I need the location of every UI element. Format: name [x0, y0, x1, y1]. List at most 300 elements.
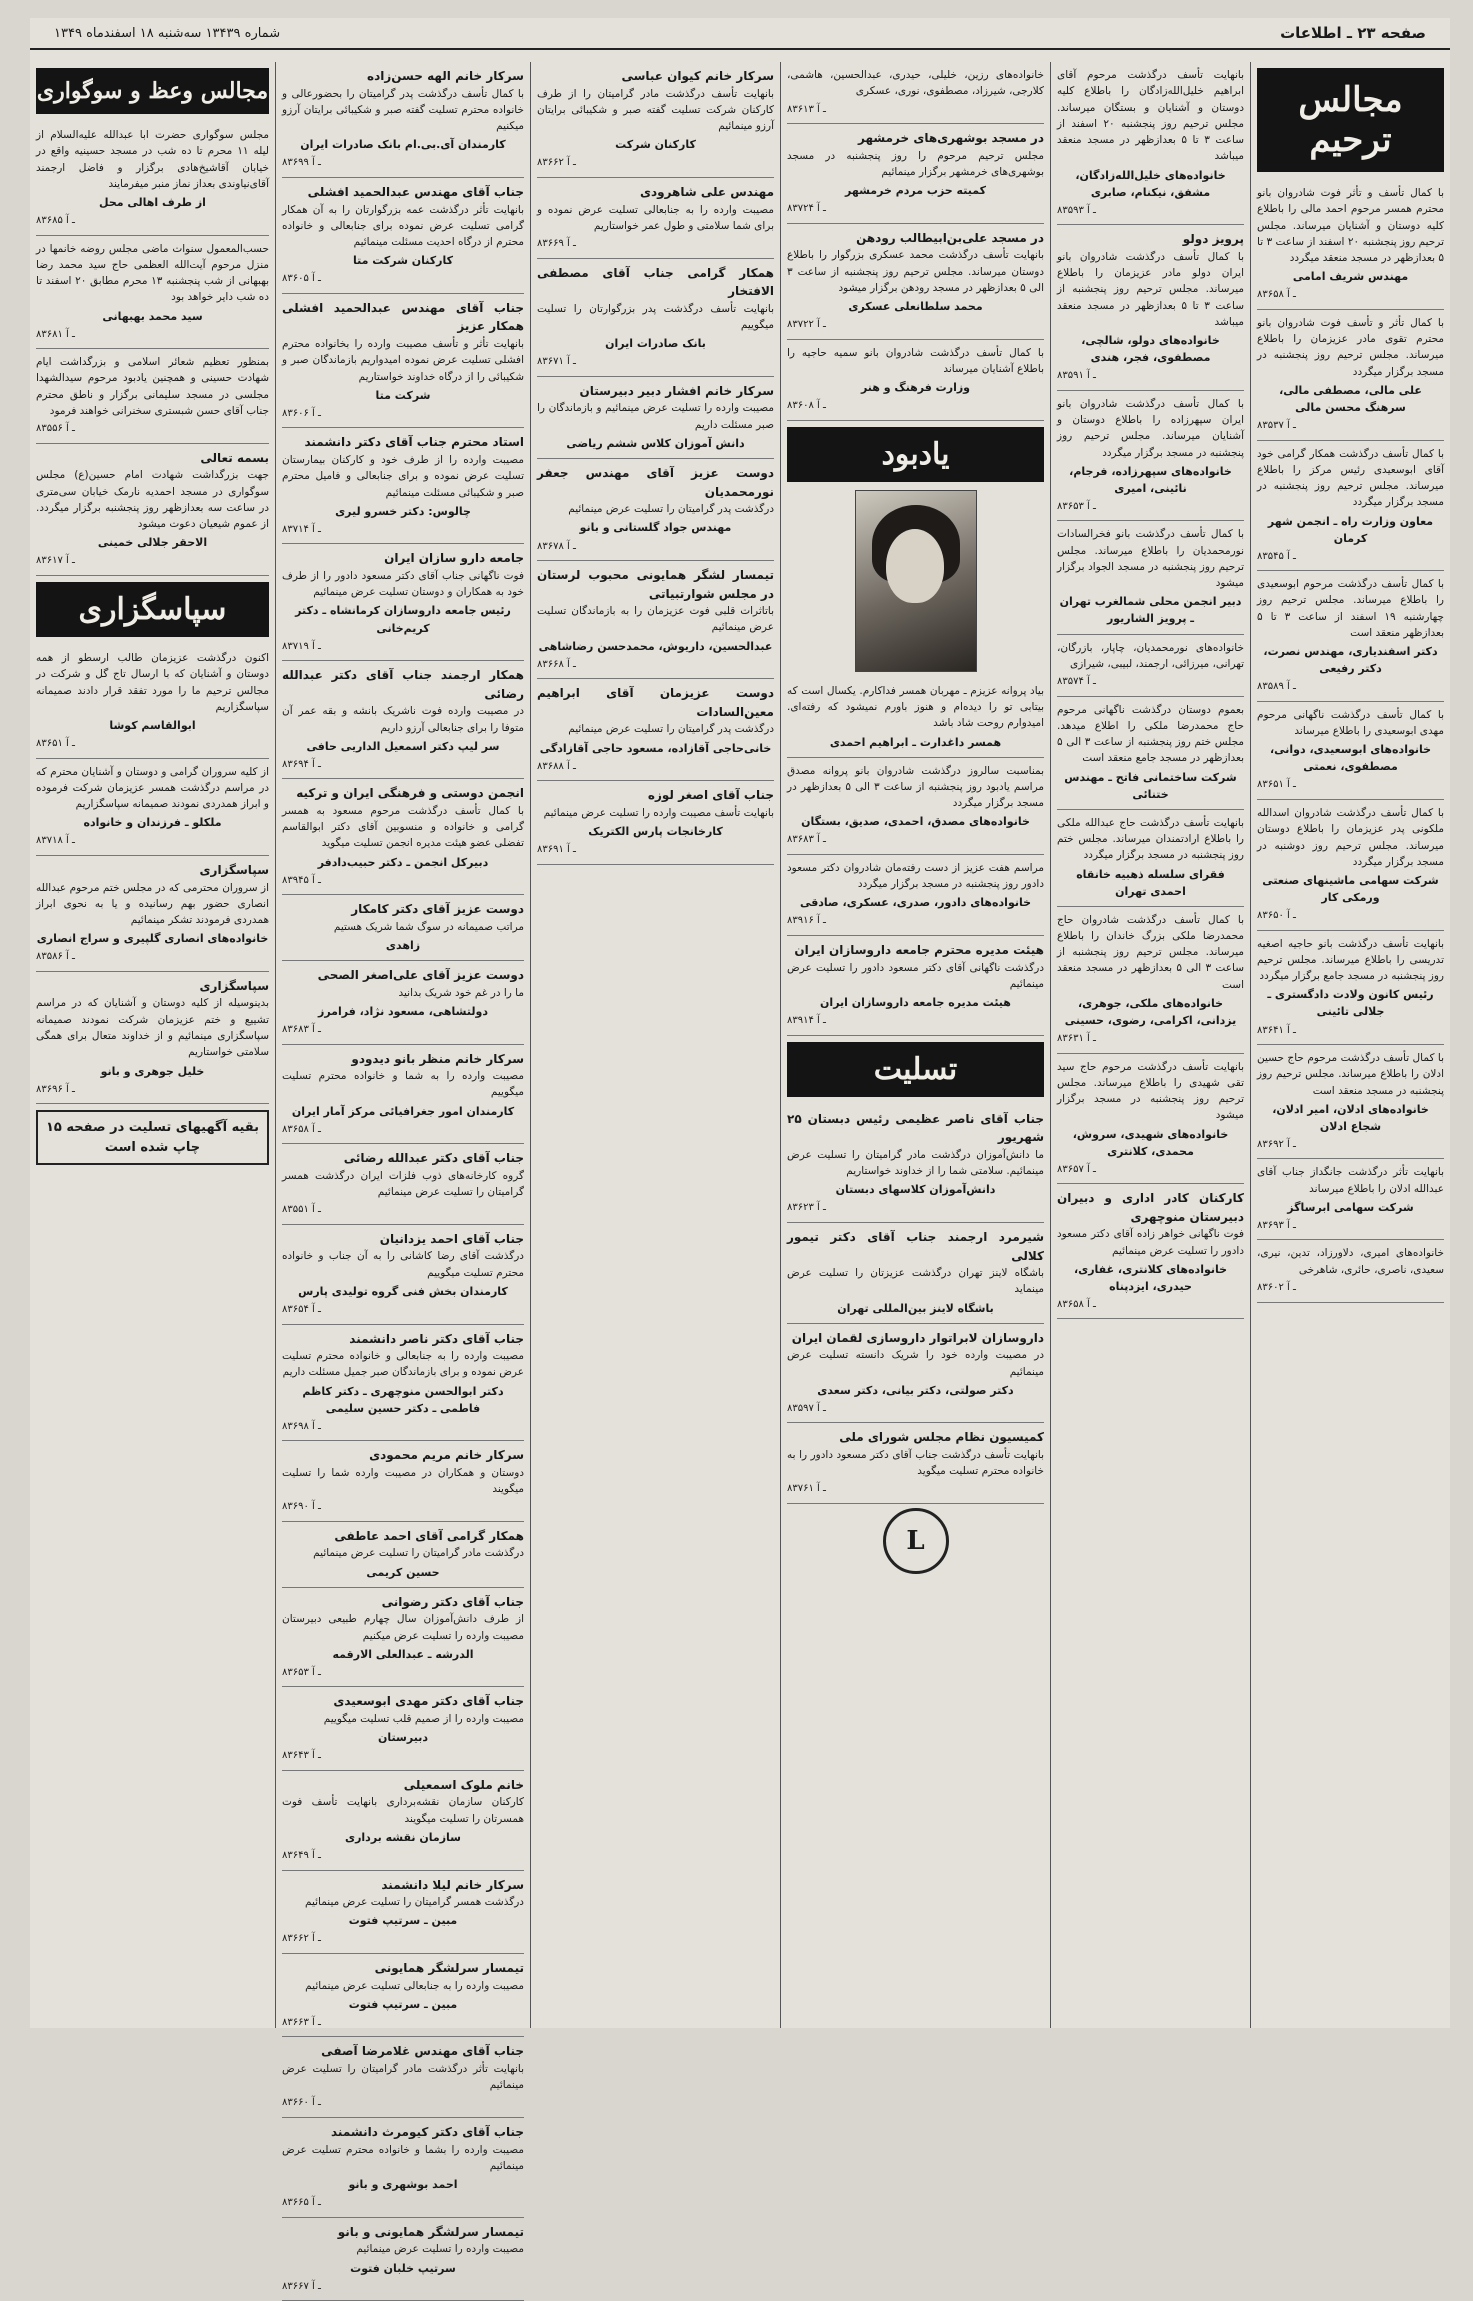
- notice-body: خانواده‌های رزین، خلیلی، حیدری، عبدالحسین، هاشمی، کلارجی، شیرزاد، مصطفوی، نوری، عسکری: [787, 69, 1044, 98]
- notice-item: [282, 1225, 524, 1325]
- notice-body: بانهایت تأسف درگذشت مرحوم آقای ابراهیم خلیل‌الله‌زادگان را باطلاع کلیه دوستان و آشنایان و بستگان میرساند. مجلس ترحیم روز پنجشنبه ۲۰ اسفند از ساعت ۳ تا ۵ بعدازظهر در مسجد منعقد میباشد: [1057, 69, 1244, 163]
- notice-item: [787, 936, 1044, 1036]
- notice-signature: کارکنان شرکت متا: [352, 254, 454, 268]
- notice-item: [1257, 571, 1444, 702]
- notice-title: دوست عزیزمان آقای ابراهیم معین‌السادات: [537, 686, 774, 719]
- notice-title: تیمسار سرلشگر همایونی و بانو: [337, 2224, 524, 2239]
- notice-signature: شرکت متا: [375, 388, 431, 402]
- notice-signature: دانش‌آموزان کلاسهای دبستان: [835, 1183, 996, 1197]
- notice-title: سرکار خانم کیوان عباسی: [621, 69, 774, 83]
- notice-body: با کمال تأسف درگذشت پدر گرامیتان را بحضورعالی و خانواده محترم تسلیت گفته صبر و شکیبائی برایتان آرزو میکنیم: [282, 87, 524, 133]
- issue-date-label: شماره ۱۳۴۳۹ سه‌شنبه ۱۸ اسفندماه ۱۳۴۹: [54, 25, 281, 41]
- notice-code: ۸۳۶۵۳ ـ آ: [1057, 500, 1096, 512]
- notice-item: [537, 459, 774, 561]
- banner-tarhim: مجالس ترحیم: [1257, 68, 1444, 172]
- notice-title: سرکار خانم مریم محمودی: [369, 1448, 524, 1463]
- notice-code: ۸۳۶۵۳ ـ آ: [282, 1666, 321, 1678]
- notice-title: مهندس علی شاهرودی: [639, 184, 774, 199]
- notice-body: بانهایت تأسف درگذشت جناب آقای دکتر مسعود دادور را به خانواده محترم تسلیت میگوید: [787, 1448, 1044, 1478]
- notice-item: [282, 1588, 524, 1688]
- notice-code: ۸۳۶۷۱ ـ آ: [537, 356, 576, 368]
- notice-body: مصیبت وارده را بشما و خانواده محترم تسلیت عرض مینمائیم: [282, 2143, 524, 2172]
- portrait-photo: [855, 490, 977, 672]
- notice-body: با کمال تأسف درگذشت مرحوم ابوسعیدی را باطلاع میرساند. مجلس ترحیم روز چهارشنبه ۱۹ اسفند از ساعت ۳ تا ۵ بعدازظهر منعقد است: [1257, 578, 1445, 639]
- notice-signature: خانواده‌های ادلان، امیر ادلان، شجاع ادلان: [1272, 1102, 1429, 1133]
- notice-code: ۸۳۶۰۵ ـ آ: [282, 273, 321, 285]
- notice-signature: سر لیپ دکتر اسمعیل الداریی حافی: [306, 739, 500, 753]
- notice-signature: کمیته حزب مردم خرمشهر: [845, 184, 986, 198]
- notice-code: ۸۳۶۶۵ ـ آ: [282, 2197, 321, 2209]
- notice-signature: معاون وزارت راه ـ انجمن شهر کرمان: [1267, 514, 1434, 545]
- notice-item: [1257, 931, 1444, 1045]
- notice-item: [282, 2118, 524, 2218]
- notice-item: [36, 444, 269, 576]
- notice-body: بانهایت تأسف درگذشت محمد عسکری بزرگوار را باطلاع دوستان میرساند. مجلس ترحیم روز پنجشنبه از ساعت ۳ الی ۵ بعدازظهر در مسجد رودهن برگزار میشود: [787, 249, 1044, 294]
- notice-body: با کمال تأسف درگذشت شادروان بانو سمیه حاجیه را باطلاع آشنایان میرساند: [787, 346, 1044, 375]
- notice-signature: حسین کریمی: [366, 1565, 440, 1579]
- notice-title: جناب آقای مهندس عبدالحمید افشلی همکار عزیز: [282, 300, 524, 334]
- notice-signature: کارکنان شرکت: [615, 138, 696, 152]
- notice-title: استاد محترم جناب آقای دکتر دانشمند: [304, 435, 524, 450]
- notice-signature: دبیر انجمن محلی شمالغرب تهران ـ پرویز الشاریور: [1059, 595, 1242, 626]
- notice-item: [282, 1687, 524, 1770]
- notice-item: [1257, 1045, 1444, 1159]
- notice-signature: دولتشاهی، مسعود نژاد، فرامرز: [318, 1005, 488, 1019]
- notice-code: ۸۳۵۹۱ ـ آ: [1057, 370, 1096, 382]
- notice-body: با کمال تأسف درگذشت بانو فخرالسادات نورمحمدیان را باطلاع میرساند. مجلس ترحیم روز پنجشنبه در مسجد الجواد برگزار میشود: [1057, 528, 1244, 590]
- notice-body: مصیبت وارده را به شما و خانواده محترم تسلیت میگوییم: [282, 1070, 524, 1099]
- notice-item: [282, 1144, 524, 1225]
- notice-title: جناب آقای احمد یزدانیان: [379, 1231, 524, 1246]
- notice-signature: خانواده‌های ملکی، جوهری، یزدانی، اکرامی، رضوی، حسینی: [1064, 996, 1237, 1027]
- notice-code: ۸۳۹۱۶ ـ آ: [787, 915, 826, 927]
- notice-code: ۸۳۶۵۱ ـ آ: [1257, 779, 1296, 791]
- notice-title: سرکار خانم لیلا دانشمند: [381, 1877, 524, 1892]
- notice-signature: دبیرکل انجمن ـ دکتر حبیب‌دادفر: [317, 855, 489, 869]
- notices-col5: [1057, 62, 1244, 1319]
- notice-signature: مهندس شریف امامی: [1292, 270, 1409, 284]
- notice-item: [787, 340, 1044, 421]
- notice-body: با کمال تأسف درگذشت شادروان حاج محمدرضا ملکی بزرگ خاندان را باطلاع میرساند. مجلس ترحیم روز پنجشنبه از ساعت ۳ الی ۵ بعدازظهر در مسجد منعقد است: [1057, 913, 1244, 991]
- notice-code: ۸۳۶۵۸ ـ آ: [282, 1123, 321, 1135]
- notice-signature: وزارت فرهنگ و هنر: [860, 381, 971, 395]
- notice-code: ۸۳۶۹۰ ـ آ: [282, 1501, 321, 1513]
- notice-signature: سید محمد بهبهانی: [102, 309, 203, 323]
- notice-body: مراسم هفت عزیز از دست رفته‌مان شادروان دکتر مسعود دادور روز پنجشنبه در مسجد برگزار میگردد: [787, 861, 1044, 891]
- notice-item: [282, 1954, 524, 2037]
- notice-code: ۸۳۶۱۷ ـ آ: [36, 555, 75, 567]
- column-3: [530, 62, 780, 2028]
- notice-signature: خانواده‌های خلیل‌الله‌زادگان، مشفق، نیکنام، صابری: [1075, 168, 1226, 199]
- notice-title: جناب آقای دکتر عبدالله رضائی: [343, 1151, 524, 1166]
- notice-item: [787, 758, 1044, 855]
- notice-code: ۸۳۵۳۷ ـ آ: [1257, 420, 1296, 432]
- notice-item: [282, 1871, 524, 1954]
- notice-signature: زاهدی: [385, 939, 421, 953]
- columns: [30, 62, 1450, 2292]
- notice-item: [787, 1105, 1044, 1223]
- notices-col4: [787, 62, 1044, 421]
- notices-col1: [36, 122, 269, 576]
- notice-signature: دکتر اسفندیاری، مهندس نصرت، دکتر رفیعی: [1263, 645, 1438, 676]
- notice-item: [1257, 180, 1444, 310]
- notice-signature: کارمندان بخش فنی گروه تولیدی پارس: [298, 1285, 508, 1298]
- notice-item: [282, 428, 524, 544]
- notice-title: جناب آقای مهندس غلامرضا آصفی: [321, 2044, 524, 2059]
- notice-signature: چالوس: دکتر خسرو لیری: [335, 504, 471, 518]
- notice-signature: الدرشه ـ عبدالعلی الارقمه: [332, 1647, 474, 1661]
- notice-code: ۸۳۷۱۴ ـ آ: [282, 523, 321, 535]
- notice-body: مصیبت وارده را به جنابعالی تسلیت عرض نموده و برای شما سلامتی و طول عمر خواستاریم: [537, 203, 774, 232]
- notice-body: ما دانش‌آموزان درگذشت مادر گرامیتان را تسلیت عرض مینمائیم. سلامتی شما را از خداوند خواستاریم: [787, 1148, 1044, 1178]
- notice-body: بانهایت تأسف درگذشت بانو حاجیه اصغیه تدریسی را باطلاع میرساند. مجلس ترحیم روز پنجشنبه در مسجد جامع برگزار میگردد: [1257, 937, 1444, 983]
- notice-item: [282, 779, 524, 895]
- notices-col3: [537, 62, 774, 865]
- notice-signature: خانواده‌های شهیدی، سروش، محمدی، کلانتری: [1072, 1127, 1229, 1158]
- notices-taslit: [787, 1105, 1044, 1504]
- notice-item: [787, 1223, 1044, 1324]
- continued-notice: بقیه آگهیهای تسلیت در صفحه ۱۵ چاپ شده است: [36, 1110, 269, 1165]
- notice-code: ۸۳۵۸۹ ـ آ: [1257, 681, 1296, 693]
- notice-signature: از طرف اهالی محل: [99, 196, 206, 210]
- notice-item: [282, 294, 524, 429]
- notice-item: [1257, 310, 1444, 441]
- notice-title: سپاسگزاری: [199, 862, 269, 877]
- notice-item: [537, 679, 774, 781]
- notice-item: [282, 1325, 524, 1442]
- notice-item: [1057, 1054, 1244, 1185]
- notice-body: با کمال تأسف و تأثر فوت شادروان بانو محترم همسر مرحوم احمد مالی را باطلاع کلیه دوستان و آشنایان میرساند. مجلس ترحیم روز پنجشنبه ۲۰ اسفند از ساعت ۳ تا ۵ بعدازظهر در مسجد منعقد میگردد: [1257, 187, 1444, 265]
- notice-signature: خانواده‌های دادور، صدری، عسکری، صادقی: [799, 896, 1032, 910]
- notice-code: ۸۳۶۶۸ ـ آ: [537, 658, 576, 670]
- notice-body: ما را در غم خود شریک بدانید: [398, 986, 524, 999]
- notice-item: [1057, 1184, 1244, 1319]
- notice-title: کارکنان کادر اداری و دبیران دبیرستان منوچهری: [1057, 1191, 1244, 1224]
- notice-item: [787, 1324, 1044, 1424]
- notice-signature: کارمندان امور جغرافیائی مرکز آمار ایران: [291, 1104, 515, 1118]
- notice-code: ۸۳۶۹۶ ـ آ: [36, 1083, 75, 1095]
- notice-body: با کمال تأثر و تأسف فوت شادروان بانو محترم تقوی مادر عزیزمان را باطلاع میرساند. مجلس ترحیم روز پنجشنبه در مسجد برگزار میگردد: [1257, 316, 1444, 378]
- notice-signature: الاحقر جلالی خمینی: [97, 536, 208, 550]
- notice-code: ۸۳۵۸۶ ـ آ: [36, 951, 75, 963]
- notice-body: جهت بزرگداشت شهادت امام حسین(ع) مجلس سوگواری در مسجد احمدیه نارمک خیابان سی‌متری در ساعت سه بعدازظهر روز پنجشنبه برگزار میگردد. از عموم شیعیان دعوت میشود: [36, 469, 269, 531]
- notice-code: ۸۳۶۸۳ ـ آ: [282, 1024, 321, 1036]
- notice-item: [1057, 635, 1244, 697]
- notice-item: [1057, 62, 1244, 225]
- notice-signature: دکتر صولتی، دکتر بیانی، دکتر سعدی: [817, 1383, 1014, 1397]
- notice-signature: خانواده‌های انصاری گلپیری و سراج انصاری: [36, 932, 269, 946]
- notice-code: ۸۳۶۹۹ ـ آ: [282, 157, 321, 169]
- notice-signature: خانواده‌های سپهرزاده، فرجام، نائینی، امیری: [1069, 464, 1232, 495]
- notice-signature: همسر داغدارت ـ ابراهیم احمدی: [829, 735, 1002, 749]
- notice-title: در مسجد علی‌بن‌ابیطالب رودهن: [856, 230, 1044, 245]
- notice-signature: سرتیپ خلبان فتوت: [350, 2261, 456, 2275]
- page-header: [30, 18, 1450, 50]
- notice-title: انجمن دوستی و فرهنگی ایران و ترکیه: [296, 786, 524, 801]
- column-tarhim: [1250, 62, 1450, 2028]
- notice-code: ۸۳۹۱۴ ـ آ: [787, 1015, 826, 1027]
- notice-code: ۸۳۶۹۳ ـ آ: [1257, 1219, 1296, 1231]
- notice-signature: رئیس کانون ولادت دادگستری ـ جلالی تائینی: [1267, 988, 1434, 1019]
- notice-code: ۸۳۹۴۵ ـ آ: [282, 874, 321, 886]
- notice-title: همکار گرامی آقای احمد عاطفی: [334, 1528, 524, 1543]
- notice-item: [1057, 225, 1244, 391]
- notice-code: ۸۳۶۵۷ ـ آ: [1057, 1163, 1096, 1175]
- notice-code: ۸۳۷۲۴ ـ آ: [787, 203, 826, 215]
- notice-signature: خلیل جوهری و بانو: [100, 1064, 205, 1078]
- notice-item: [1257, 702, 1444, 800]
- notice-signature: محمد سلطانعلی عسکری: [848, 300, 983, 314]
- column-2: [275, 62, 530, 2292]
- notice-body: مجلس سوگواری حضرت ابا عبدالله علیه‌السلام از لیله ۱۱ محرم تا ده شب در مسجد حسینیه واقع در خیابان آقاشیخ‌هادی برگزار و فاضل ارجمند آقای‌نیاوندی بعداز نماز منبر میفرمایند: [36, 129, 269, 190]
- notice-title: پرویز دولو: [1182, 232, 1244, 247]
- notice-body: بانهایت تأسف درگذشت حاج عبدالله ملکی را باطلاع ارادتمندان میرساند. مجلس ختم روز پنجشنبه در مسجد برگزار میگردد: [1057, 816, 1244, 862]
- notice-title: شیرمرد ارجمند جناب آقای دکتر تیمور کلالی: [787, 1229, 1044, 1263]
- notice-body: بانهایت تأسف درگذشت پدر بزرگوارتان را تسلیت میگوییم: [537, 302, 774, 332]
- notice-code: ۸۳۶۰۶ ـ آ: [282, 407, 321, 419]
- banner-vaz: مجالس وعظ و سوگواری: [36, 68, 269, 114]
- notice-body: بدینوسیله از کلیه دوستان و آشنایان که در مراسم تشییع و ختم عزیزمان شرکت نمودند صمیمانه سپاسگزاری مینمائیم و از خداوند متعال برای همگی سلامتی خواستاریم: [36, 997, 269, 1059]
- notice-item: [36, 972, 269, 1104]
- notice-body: حسب‌المعمول سنوات ماضی مجلس روضه خانمها در منزل مرحوم آیت‌الله العظمی حاج سید محمد رضا بهبهانی از شب پنجشنبه ۱۳ محرم مطابق ۲۰ اسفند تا ده شب دایر خواهد بود: [36, 242, 269, 304]
- notice-code: ۸۳۷۲۲ ـ آ: [787, 319, 826, 331]
- notice-item: [537, 781, 774, 864]
- notice-body: مصیبت وارده را به جنابعالی و خانواده محترم تسلیت عرض نموده و برای بازماندگان صبر جمیل مسئلت داریم: [282, 1350, 524, 1379]
- notice-body: با کمال تأسف درگذشت ناگهانی مرحوم مهدی ابوسعیدی را باطلاع میرساند: [1257, 708, 1444, 738]
- notice-body: خانواده‌های نورمحمدیان، چاپار، بازرگان، تهرانی، میرزائی، ارجمند، لبیبی، شیرازی: [1057, 641, 1244, 670]
- notice-body: بانهایت تأثر و تأسف مصیبت وارده را بخانواده محترم افشلی تسلیت عرض نموده امیدواریم بازماندگان صبر و شکیبائی را از درگاه خداوند خواستاریم: [282, 338, 524, 383]
- notices-col2: [282, 62, 524, 2301]
- notice-body: درگذشت آقای رضا کاشانی را به آن جناب و خانواده محترم تسلیت میگوییم: [282, 1250, 524, 1279]
- notice-title: سرکار خانم افشار دبیر دبیرستان: [579, 383, 774, 398]
- notice-body: دوستان و همکاران در مصیبت وارده شما را تسلیت میگویند: [282, 1466, 524, 1496]
- notice-code: ۸۳۶۴۳ ـ آ: [282, 1750, 321, 1762]
- notice-code: ۸۳۵۹۷ ـ آ: [787, 1402, 826, 1414]
- notice-signature: خانواده‌های ابوسعیدی، دوانی، مصطفوی، نعمتی: [1269, 743, 1432, 774]
- notice-code: ۸۳۶۱۳ ـ آ: [787, 103, 826, 115]
- notice-item: [537, 62, 774, 178]
- notice-body: درگذشت ناگهانی آقای دکتر مسعود دادور را تسلیت عرض مینمائیم: [787, 961, 1044, 990]
- notice-title: همکار ارجمند جناب آقای دکتر عبدالله رضائی: [282, 668, 524, 701]
- notice-item: [282, 178, 524, 294]
- notice-code: ۸۳۶۳۱ ـ آ: [1057, 1033, 1096, 1045]
- notice-body: مصیبت وارده را از صمیم قلب تسلیت میگوییم: [323, 1713, 524, 1726]
- notice-item: [1057, 521, 1244, 634]
- notice-code: ۸۳۶۶۷ ـ آ: [282, 2280, 321, 2292]
- notice-title: جناب آقای ناصر عظیمی رئیس دبستان ۲۵ شهریور: [787, 1111, 1044, 1145]
- notice-item: [787, 855, 1044, 936]
- notice-signature: شرکت ساختمانی فاتح ـ مهندس ختنائی: [1064, 770, 1237, 801]
- notice-body: درگذشت همسر گرامیتان را تسلیت عرض مینمائیم: [304, 1896, 524, 1909]
- notice-item: [787, 224, 1044, 340]
- notice-item: [1057, 391, 1244, 522]
- notice-title: دوست عزیز آقای دکتر کامکار: [351, 902, 524, 917]
- notice-code: ۸۳۶۶۲ ـ آ: [282, 1933, 321, 1945]
- notice-body: مراتب صمیمانه در سوگ شما شریک هستیم: [333, 920, 524, 933]
- notice-body: درگذشت پدر گرامیتان را تسلیت عرض مینمائیم: [568, 723, 774, 736]
- notice-item: [1257, 1159, 1444, 1240]
- notice-signature: مبین ـ سرتیپ فتوت: [348, 1997, 458, 2011]
- notice-signature: خانواده‌های کلانتری، غفاری، حیدری، ایزدپناه: [1073, 1262, 1228, 1293]
- notice-item: [282, 661, 524, 779]
- notice-code: ۸۳۶۵۴ ـ آ: [282, 1304, 321, 1316]
- notice-body: از سروران محترمی که در مجلس ختم مرحوم عبدالله انصاری حضور بهم رسانیده و یا به نحوی ابراز همدردی فرمودند تشکر مینمائیم: [36, 881, 269, 927]
- notice-item: [1257, 800, 1444, 931]
- notice-item: [36, 645, 269, 759]
- notice-body: باتاثرات قلبی فوت عزیزمان را به بازماندگان تسلیت عرض مینمائیم: [537, 605, 774, 634]
- notice-title: تیمسار سرلشگر همایونی: [374, 1960, 524, 1975]
- notice-code: ۸۳۵۵۶ ـ آ: [36, 423, 75, 435]
- notice-code: ۸۳۵۷۴ ـ آ: [1057, 676, 1096, 688]
- column-5: [1050, 62, 1250, 2028]
- notice-body: بانهایت تأسف مصیبت وارده را تسلیت عرض مینمائیم: [543, 806, 774, 819]
- notice-body: مجلس ترحیم مرحوم را روز پنجشنبه در مسجد بوشهری‌های خرمشهر برگزار مینمائیم: [787, 149, 1044, 178]
- notices-yadbud: [787, 678, 1044, 1036]
- notice-title: جناب آقای دکتر ناصر دانشمند: [349, 1331, 524, 1346]
- notice-body: فوت ناگهانی خواهر زاده آقای دکتر مسعود دادور را تسلیت عرض مینمائیم: [1057, 1228, 1244, 1257]
- notice-signature: کارمندان آی.بی.ام بانک صادرات ایران: [300, 138, 506, 152]
- banner-yadbud: یادبود: [787, 427, 1044, 482]
- banner-taslit: تسلیت: [787, 1042, 1044, 1097]
- notice-body: گروه کارخانه‌های ذوب فلزات ایران درگذشت همسر گرامیتان را تسلیت عرض مینمائیم: [282, 1169, 524, 1199]
- notice-item: [1257, 1240, 1444, 1302]
- notice-code: ۸۳۵۹۳ ـ آ: [1057, 204, 1096, 216]
- notice-body: مصیبت وارده را تسلیت عرض مینمائیم: [356, 2243, 524, 2256]
- notices-col1-sepas: [36, 645, 269, 1104]
- notice-body: بعموم دوستان درگذشت ناگهانی مرحوم حاج محمدرضا ملکی را اطلاع میدهد. مجلس ختم روز پنجشنبه از ساعت ۳ الی ۵ بعدازظهر در مسجد جامع منعقد است: [1057, 703, 1244, 765]
- notice-signature: دبیرستان: [378, 1731, 428, 1745]
- notice-body: کارکنان سازمان نقشه‌برداری بانهایت تأسف فوت همسرتان را تسلیت میگویند: [282, 1796, 524, 1825]
- notice-body: درگذشت پدر گرامیتان را تسلیت عرض مینمائیم: [568, 503, 774, 516]
- notice-signature: مبین ـ سرتیپ فتوت: [348, 1914, 458, 1928]
- notice-body: بانهایت تأثر درگذشت جانگداز جناب آقای عبدالله ادلان را باطلاع میرساند: [1257, 1166, 1444, 1195]
- notice-item: [537, 259, 774, 377]
- notice-body: در مصیبت وارده فوت ناشریک بانشه و بقه عمر آن متوفا را برای جنابعالی آرزو داریم: [282, 705, 524, 734]
- notice-body: اکنون درگذشت عزیزمان طالب ارسطو از همه دوستان و آشنایان که با ارسال تاج گل و شرکت در مجالس ترحیم ما را مورد تفقد قرار دادند صمیمانه سپاسگزاریم: [36, 651, 269, 713]
- notice-code: ۸۳۶۸۳ ـ آ: [787, 834, 826, 846]
- notice-item: [282, 1522, 524, 1588]
- notice-code: ۸۳۶۵۱ ـ آ: [36, 738, 75, 750]
- notice-code: ۸۳۶۸۸ ـ آ: [537, 760, 576, 772]
- notice-body: با کمال تأسف درگذشت شادروان بانو ایران دولو مادر عزیزمان را باطلاع میرساند. مجلس ترحیم روز پنجشنبه از ساعت ۳ تا ۵ بعدازظهر در مسجد منعقد میباشد: [1057, 250, 1244, 328]
- notice-code: ۸۳۶۵۸ ـ آ: [1257, 289, 1296, 301]
- notice-item: [787, 62, 1044, 124]
- notice-signature: مهندس جواد گلستانی و بانو: [579, 521, 732, 535]
- notice-code: ۸۳۶۷۸ ـ آ: [537, 540, 576, 552]
- notice-body: با کمال تأسف درگذشت همکار گرامی خود آقای ابوسعیدی رئیس مرکز را باطلاع میرساند. مجلس ترحیم روز پنجشنبه در مسجد برگزار میگردد: [1257, 447, 1444, 509]
- notice-body: درگذشت مادر گرامیتان را تسلیت عرض مینمائیم: [313, 1547, 524, 1560]
- notice-title: بسمه تعالی: [200, 450, 269, 465]
- notice-title: سرکار خانم منظر بانو دیدودو: [351, 1051, 524, 1066]
- notice-signature: شرکت سهامی ابرساگز: [1287, 1200, 1414, 1214]
- notice-signature: عبدالحسین، داریوش، محمدحسن رضاشاهی: [538, 639, 773, 653]
- notice-signature: ابوالقاسم کوشا: [109, 719, 196, 733]
- notice-code: ۸۳۶۴۱ ـ آ: [1257, 1024, 1296, 1036]
- notice-signature: سازمان نقشه برداری: [345, 1831, 461, 1844]
- notice-code: ۸۳۶۹۴ ـ آ: [282, 758, 321, 770]
- notice-body: مصیبت وارده را تسلیت عرض مینمائیم و بازماندگان را صبر مسئلت داریم: [537, 402, 774, 431]
- notice-signature: دانش آموزان کلاس ششم ریاضی: [566, 436, 745, 450]
- notice-body: باشگاه لاینز تهران درگذشت عزیزتان را تسلیت عرض مینماید: [787, 1267, 1044, 1296]
- notice-item: [282, 1771, 524, 1871]
- notice-code: ۸۳۷۱۸ ـ آ: [36, 835, 75, 847]
- notice-code: ۸۳۶۶۲ ـ آ: [537, 157, 576, 169]
- notice-body: خانواده‌های امیری، دلاورزاد، تدین، نیری، سعیدی، ناصری، حائری، شاهرخی: [1257, 1247, 1444, 1276]
- notice-item: [282, 1045, 524, 1145]
- notice-signature: خانواده‌های دولو، شالچی، مصطفوی، فجر، هندی: [1081, 334, 1220, 365]
- notice-signature: دکتر ابوالحسن منوچهری ـ دکتر کاظم فاطمی ـ دکتر حسین سلیمی: [302, 1384, 504, 1415]
- notice-item: [537, 561, 774, 679]
- notice-title: جناب آقای دکتر مهدی ابوسعیدی: [333, 1694, 524, 1709]
- notice-title: داروسازان لابراتوار داروسازی لقمان ایران: [791, 1330, 1044, 1345]
- notice-code: ۸۳۶۲۳ ـ آ: [787, 1202, 826, 1214]
- notice-title: سپاسگزاری: [199, 978, 269, 993]
- notice-body: مصیبت وارده را از طرف خود و کارکنان بیمارستان تسلیت عرض نموده و برای جنابعالی و فامیل محترم صبر و شکیبائی مسئلت مینمائیم: [282, 454, 524, 499]
- notice-signature: رئیس جامعه داروسازان کرمانشاه ـ دکتر کریم‌خانی: [295, 604, 511, 635]
- notice-code: ۸۳۶۹۱ ـ آ: [537, 844, 576, 856]
- notices-col6: [1257, 180, 1444, 1303]
- notice-code: ۸۳۶۶۰ ـ آ: [282, 2097, 321, 2109]
- notice-code: ۸۳۶۵۰ ـ آ: [1257, 910, 1296, 922]
- notice-body: بانهایت تأسف درگذشت مرحوم حاج سید تقی شهیدی را باطلاع میرساند. مجلس ترحیم روز پنجشنبه در مسجد برگزار میشود: [1057, 1060, 1244, 1122]
- notice-code: ۸۳۶۹۸ ـ آ: [282, 1420, 321, 1432]
- notice-code: ۸۳۷۶۱ ـ آ: [787, 1483, 826, 1495]
- notice-item: [537, 178, 774, 259]
- page-number-label: صفحه ۲۳ ـ اطلاعات: [1280, 24, 1426, 42]
- notice-item: [36, 236, 269, 350]
- notice-body: بمناسبت سالروز درگذشت شادروان بانو پروانه مصدق مراسم یادبود روز پنجشنبه از ساعت ۳ الی ۵ بعدازظهر در مسجد برگزار میگردد: [787, 764, 1044, 810]
- notice-body: از طرف دانش‌آموزان سال چهارم طبیعی دبیرستان مصیبت وارده را تسلیت عرض میکنیم: [282, 1613, 524, 1642]
- notice-item: [282, 62, 524, 178]
- notice-title: دوست عزیز آقای علی‌اصغر الصحی: [317, 968, 524, 983]
- notice-title: سرکار خانم الهه حسن‌زاده: [366, 69, 524, 83]
- notice-code: ۸۳۶۶۹ ـ آ: [537, 238, 576, 250]
- notice-signature: هیئت مدیره جامعه داروسازان ایران: [820, 996, 1011, 1010]
- notice-title: جناب آقای دکتر کیومرث دانشمند: [330, 2124, 524, 2139]
- notice-signature: خانواده‌های مصدق، احمدی، صدیق، بستگان: [801, 815, 1030, 829]
- notice-code: ۸۳۶۹۲ ـ آ: [1257, 1138, 1296, 1150]
- notice-signature: باشگاه لاینز بین‌المللی تهران: [837, 1301, 994, 1315]
- notice-code: ۸۳۶۰۲ ـ آ: [1257, 1282, 1296, 1294]
- notice-title: جناب آقای دکتر رضوانی: [381, 1594, 524, 1609]
- notice-code: ۸۳۶۴۹ ـ آ: [282, 1850, 321, 1862]
- notice-item: [1057, 697, 1244, 810]
- notice-code: ۸۳۶۶۳ ـ آ: [282, 2016, 321, 2028]
- column-vaz: [30, 62, 275, 2028]
- notice-body: در مصیبت وارده خود را شریک دانسته تسلیت عرض مینمائیم: [787, 1349, 1044, 1378]
- notice-body: با کمال تأسف درگذشت مرحوم حاج حسین ادلان را باطلاع میرساند. مجلس ترحیم روز پنجشنبه در مسجد منعقد است: [1257, 1052, 1444, 1097]
- lions-club-logo-icon: L: [883, 1508, 949, 1574]
- notice-item: [282, 895, 524, 961]
- notice-body: بانهایت تأثر درگذشت عمه بزرگوارتان را به آن همکار گرامی تسلیت عرض نموده برای جنابعالی و خانواده محترم از درگاه احدیت مسئلت مینمائیم: [282, 203, 524, 249]
- notice-body: بمنظور تعظیم شعائر اسلامی و بزرگداشت ایام شهادت حسینی و همچنین یادبود مرحوم سیدالشهدا مجلسی در مسجد سلیمانی برگزار و ناطق محترم جناب آقای حسن شبستری سخنرانی خواهند فرمود: [36, 356, 269, 418]
- notice-item: [787, 1423, 1044, 1504]
- notice-item: [282, 1441, 524, 1522]
- notice-body: بانهایت تأسف درگذشت مادر گرامیتان را از طرف کارکنان شرکت تسلیت گفته صبر و شکیبائی برایتان آرزو مینمائیم: [537, 87, 774, 133]
- column-yadbud: [780, 62, 1050, 2028]
- notice-item: [36, 349, 269, 444]
- notice-item: [1257, 441, 1444, 572]
- notice-signature: ملکلو ـ فرزندان و خانواده: [83, 816, 222, 830]
- notice-item: [36, 122, 269, 236]
- notice-body: بیاد پروانه عزیزم ـ مهربان همسر فداکارم. یکسال است که بیتابی تو را دیده‌ام و هنوز باورم نمیشود که رفته‌ای. امیدوارم روحت شاد باشد: [787, 684, 1044, 730]
- notice-title: کمیسیون نظام مجلس شورای ملی: [839, 1430, 1044, 1445]
- notice-title: در مسجد بوشهری‌های خرمشهر: [858, 131, 1044, 146]
- notice-body: مصیبت وارده را به جنابعالی تسلیت عرض مینمائیم: [305, 1979, 524, 1992]
- notice-code: ۸۳۵۴۵ ـ آ: [1257, 550, 1296, 562]
- notice-body: بانهایت تأثر درگذشت مادر گرامیتان را تسلیت عرض مینمائیم: [282, 2062, 524, 2092]
- notice-item: [282, 544, 524, 661]
